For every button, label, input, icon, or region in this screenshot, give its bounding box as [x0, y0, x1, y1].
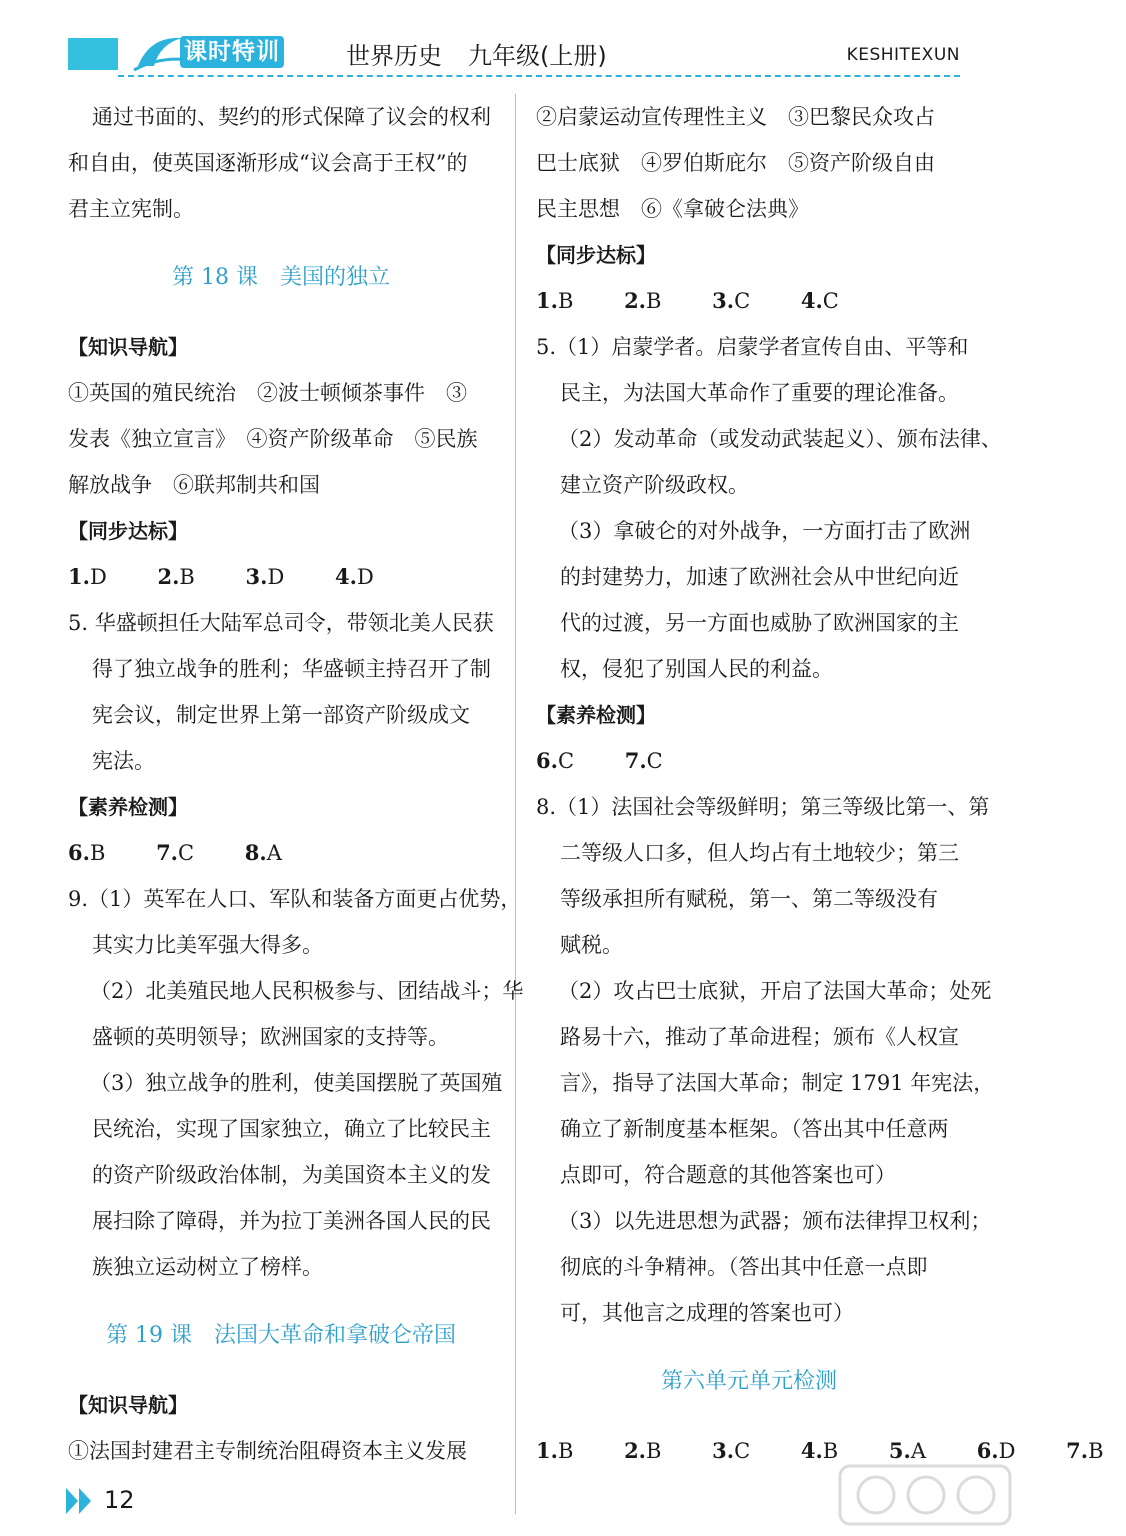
- section-label: 【素养检测】: [68, 795, 188, 819]
- text-line: 民主思想 ⑥《拿破仑法典》: [536, 197, 809, 221]
- header-grade: 九年级(上册): [468, 42, 607, 70]
- lesson-title: 第 19 课 法国大革命和拿破仑帝国: [106, 1323, 456, 1348]
- section-label: 【知识导航】: [68, 1393, 188, 1417]
- text-line: 民统治，实现了国家独立，确立了比较民主: [92, 1117, 491, 1141]
- section-label: 【素养检测】: [536, 703, 656, 727]
- section-label: 【同步达标】: [68, 519, 188, 543]
- text-line: 代的过渡，另一方面也威胁了欧洲国家的主: [560, 611, 959, 635]
- section-label: 【知识导航】: [68, 335, 188, 359]
- text-line: 通过书面的、契约的形式保障了议会的权利: [92, 105, 491, 129]
- unit-title: 第六单元单元检测: [660, 1369, 837, 1394]
- text-line: （3）以先进思想为武器；颁布法律捍卫权利；: [558, 1209, 992, 1233]
- text-line: 的资产阶级政治体制，为美国资本主义的发: [92, 1163, 491, 1187]
- text-line: 等级承担所有赋税，第一、第二等级没有: [560, 887, 938, 911]
- lesson-title: 第 18 课 美国的独立: [172, 265, 390, 290]
- text-line: 民主，为法国大革命作了重要的理论准备。: [560, 381, 959, 405]
- text-line: 可，其他言之成理的答案也可）: [560, 1301, 854, 1325]
- text-line: 盛顿的英明领导；欧洲国家的支持等。: [92, 1025, 449, 1049]
- section-label: 【同步达标】: [536, 243, 656, 267]
- text-line: 9.（1）英军在人口、军队和装备方面更占优势，: [68, 887, 522, 911]
- text-line: 赋税。: [560, 933, 623, 957]
- text-line: （3）拿破仑的对外战争，一方面打击了欧洲: [558, 519, 971, 543]
- text-line: 5.（1）启蒙学者。启蒙学者宣传自由、平等和: [536, 335, 969, 359]
- text-line: 言》，指导了法国大革命；制定 1791 年宪法，: [560, 1071, 995, 1095]
- text-line: （3）独立战争的胜利，使美国摆脱了英国殖: [90, 1071, 503, 1095]
- text-line: 宪法。: [92, 749, 155, 773]
- page-header: [0, 0, 1026, 92]
- text-line: 展扫除了障碍，并为拉丁美洲各国人民的民: [92, 1209, 491, 1233]
- text-line: 其实力比美军强大得多。: [92, 933, 323, 957]
- text-line: 的封建势力，加速了欧洲社会从中世纪向近: [560, 565, 959, 589]
- text-line: （2）发动革命（或发动武装起义）、颁布法律、: [558, 427, 1002, 451]
- text-line: 二等级人口多，但人均占有土地较少；第三: [560, 841, 959, 865]
- mc-answers: 6.B 7.C 8.A: [68, 840, 282, 865]
- text-line: ②启蒙运动宣传理性主义 ③巴黎民众攻占: [536, 105, 935, 129]
- header-brand: KESHITEXUN: [846, 45, 960, 65]
- text-line: ①英国的殖民统治 ②波士顿倾茶事件 ③: [68, 381, 467, 405]
- header-subject: 世界历史: [346, 42, 442, 70]
- logo-text: 课时特训: [180, 36, 284, 68]
- page-number: 12: [104, 1486, 135, 1514]
- mc-answers: 1.D 2.B 3.D 4.D: [68, 564, 374, 589]
- text-line: 解放战争 ⑥联邦制共和国: [68, 473, 320, 497]
- text-line: 得了独立战争的胜利；华盛顿主持召开了制: [92, 657, 491, 681]
- header-color-block: [68, 38, 118, 70]
- text-line: 彻底的斗争精神。（答出其中任意一点即: [560, 1255, 928, 1279]
- mc-answers: 6.C 7.C: [536, 748, 663, 773]
- mc-answers: 1.B 2.B 3.C 4.B 5.A 6.D 7.B: [536, 1438, 1104, 1463]
- text-line: 宪会议，制定世界上第一部资产阶级成文: [92, 703, 470, 727]
- text-line: 路易十六，推动了革命进程；颁布《人权宣: [560, 1025, 959, 1049]
- text-line: 点即可，符合题意的其他答案也可）: [560, 1163, 896, 1187]
- column-divider: [515, 94, 516, 1514]
- text-line: 8.（1）法国社会等级鲜明；第三等级比第一、第: [536, 795, 990, 819]
- text-line: 5. 华盛顿担任大陆军总司令，带领北美人民获: [68, 611, 494, 635]
- text-line: 和自由，使英国逐渐形成“议会高于王权”的: [68, 151, 468, 175]
- mc-answers: 1.B 2.B 3.C 4.C: [536, 288, 839, 313]
- header-dashed-line: [118, 75, 960, 77]
- watermark-logo-icon: [836, 1460, 1016, 1530]
- text-line: ①法国封建君主专制统治阻碍资本主义发展: [68, 1439, 467, 1463]
- text-line: 建立资产阶级政权。: [560, 473, 749, 497]
- double-chevron-right-icon: [66, 1488, 94, 1514]
- text-line: 确立了新制度基本框架。（答出其中任意两: [560, 1117, 949, 1141]
- right-column: [536, 94, 1104, 1474]
- text-line: 巴士底狱 ④罗伯斯庇尔 ⑤资产阶级自由: [536, 151, 935, 175]
- text-line: （2）北美殖民地人民积极参与、团结战斗；华: [90, 979, 524, 1003]
- text-line: 君主立宪制。: [68, 197, 194, 221]
- text-line: 发表《独立宣言》 ④资产阶级革命 ⑤民族: [68, 427, 478, 451]
- text-line: 权，侵犯了别国人民的利益。: [560, 657, 833, 681]
- text-line: （2）攻占巴士底狱，开启了法国大革命；处死: [558, 979, 992, 1003]
- left-column: [68, 94, 524, 1474]
- text-line: 族独立运动树立了榜样。: [92, 1255, 323, 1279]
